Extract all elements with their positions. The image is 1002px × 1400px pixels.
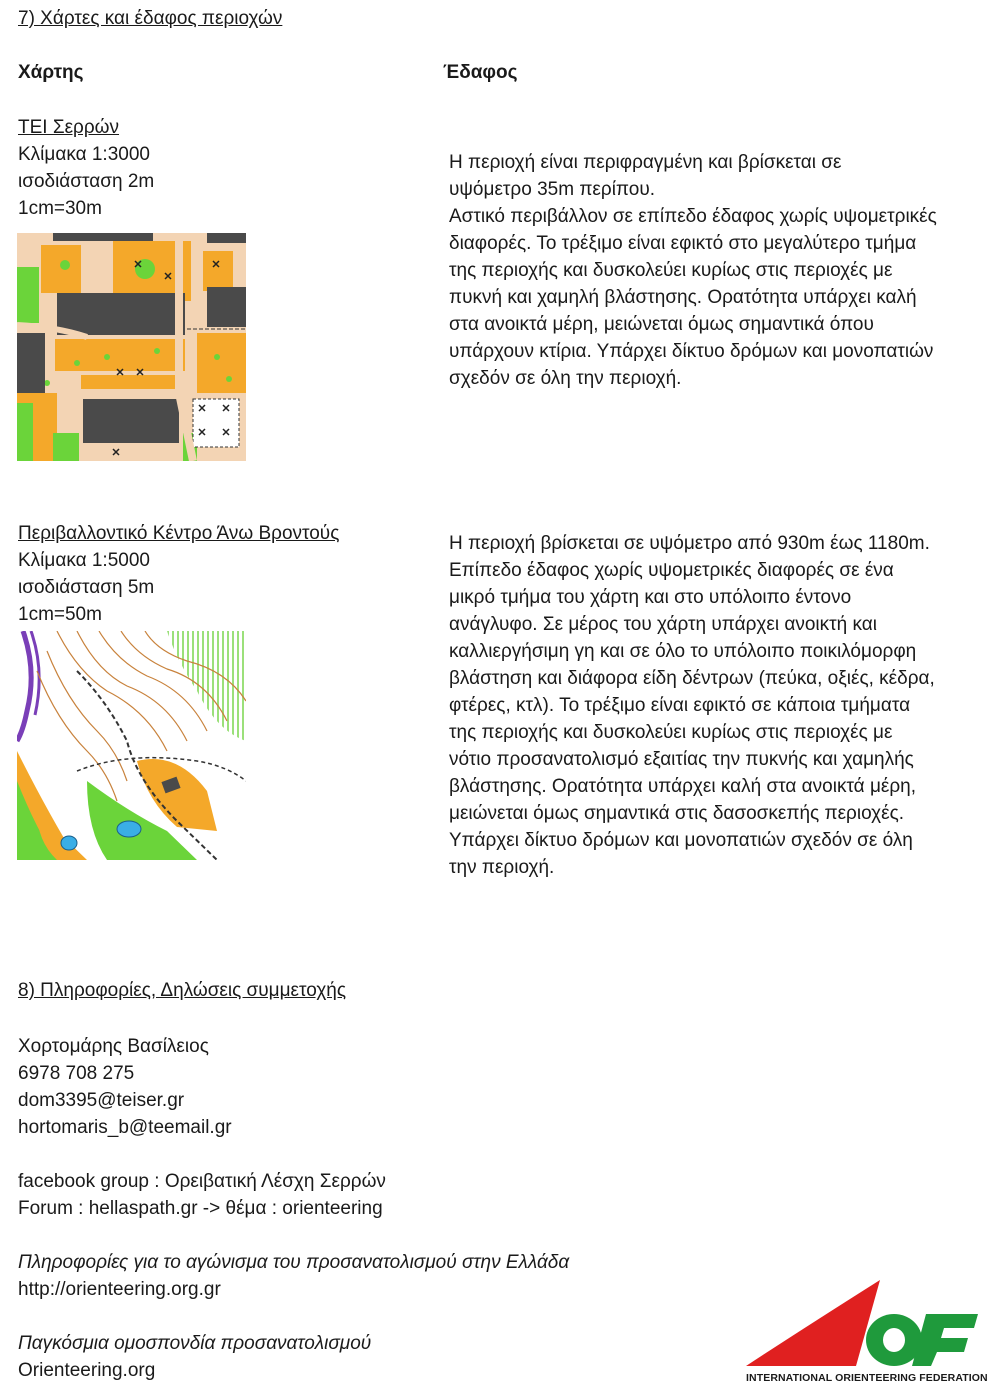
contact-name: Χορτομάρης Βασίλειος (18, 1036, 209, 1057)
map2-ratio: 1cm=50m (18, 604, 102, 625)
map2-scale: Κλίμακα 1:5000 (18, 550, 150, 571)
iof-logo-caption: INTERNATIONAL ORIENTEERING FEDERATION (746, 1372, 988, 1384)
map2-terrain-line: καλλιεργήσιμη γη και σε όλο το υπόλοιπο ποικιλόμορφη (449, 641, 917, 662)
section8-heading: 8) Πληροφορίες, Δηλώσεις συμμετοχής (18, 980, 347, 1001)
greece-info-label: Πληροφορίες για το αγώνισμα του προσανατολισμού στην Ελλάδα (18, 1252, 570, 1273)
map2-info (18, 520, 339, 628)
iof-logo (744, 1278, 988, 1388)
map1-scale: Κλίμακα 1:3000 (18, 144, 150, 165)
map2-svg (17, 631, 246, 860)
iof-info-block (18, 1330, 371, 1384)
forum-link: Forum : hellaspath.gr -> θέμα : orienteering (18, 1198, 383, 1219)
map1-terrain-line: Αστικό περιβάλλον σε επίπεδο έδαφος χωρίς υψομετρικές (449, 206, 937, 227)
map1-image (17, 233, 246, 461)
map1-terrain-line: υπάρχουν κτίρια. Υπάρχει δίκτυο δρόμων και μονοπατιών (449, 341, 934, 362)
map1-info (18, 114, 154, 222)
contact-block (18, 1033, 232, 1141)
map2-terrain-line: της περιοχής και δυσκολεύει κυρίως στις περιοχές με (449, 722, 893, 743)
map2-terrain-line: Η περιοχή βρίσκεται σε υψόμετρο από 930m έως 1180m. (449, 533, 930, 554)
map1-svg (17, 233, 246, 461)
map1-terrain-line: πυκνή και χαμηλή βλάστησης. Ορατότητα υπάρχει καλή (449, 287, 917, 308)
contact-phone[interactable]: 6978 708 275 (18, 1063, 135, 1084)
greece-info-url[interactable]: http://orienteering.org.gr (18, 1279, 221, 1300)
map2-terrain-line: βλάστηση και διάφορα είδη δέντρων (πεύκα, οξιές, κέδρα, (449, 668, 935, 689)
map2-image (17, 631, 246, 860)
map2-terrain-line: μικρό τμήμα του χάρτη και στο υπόλοιπο έντονο (449, 587, 852, 608)
contact-email-1[interactable]: dom3395@teiser.gr (18, 1090, 185, 1111)
map1-name: ΤΕΙ Σερρών (18, 117, 120, 138)
contact-email-2[interactable]: hortomaris_b@teemail.gr (18, 1117, 232, 1138)
section7-heading: 7) Χάρτες και έδαφος περιοχών (18, 8, 283, 29)
col-terrain-heading: Έδαφος (443, 62, 518, 83)
map1-terrain (449, 149, 989, 392)
map1-terrain-line: σχεδόν σε όλη την περιοχή. (449, 368, 682, 389)
iof-info-label: Παγκόσμια ομοσπονδία προσανατολισμού (18, 1333, 372, 1354)
map2-terrain-line: Υπάρχει δίκτυο δρόμων και μονοπατιών σχεδόν σε όλη (449, 830, 913, 851)
map2-terrain-line: φτέρες, κτλ). Το τρέξιμο είναι εφικτό σε κάποια τμήματα (449, 695, 911, 716)
map1-terrain-line: Η περιοχή είναι περιφραγμένη και βρίσκεται σε (449, 152, 842, 173)
map1-ratio: 1cm=30m (18, 198, 102, 219)
map1-terrain-line: διαφορές. Το τρέξιμο είναι εφικτό στο μεγαλύτερο τμήμα (449, 233, 917, 254)
map2-terrain-line: βλάστησης. Ορατότητα υπάρχει καλή στα ανοικτά μέρη, (449, 776, 917, 797)
map1-terrain-line: της περιοχής και δυσκολεύει κυρίως στις περιοχές με (449, 260, 893, 281)
map2-name: Περιβαλλοντικό Κέντρο Άνω Βροντούς (18, 523, 340, 544)
social-block (18, 1168, 386, 1222)
iof-info-url[interactable]: Orienteering.org (18, 1360, 156, 1381)
map1-contour: ισοδιάσταση 2m (18, 171, 155, 192)
map1-terrain-line: υψόμετρο 35m περίπου. (449, 179, 656, 200)
greece-info-block (18, 1249, 569, 1303)
map2-terrain-line: ανάγλυφο. Σε μέρος του χάρτη υπάρχει ανοικτή και (449, 614, 877, 635)
map2-terrain-line: Επίπεδο έδαφος χωρίς υψομετρικές διαφορές σε ένα (449, 560, 894, 581)
map2-terrain-line: την περιοχή. (449, 857, 555, 878)
map2-terrain-line: νότιο προσανατολισμό εξαιτίας την πυκνής και χαμηλής (449, 749, 914, 770)
facebook-group: facebook group : Ορειβατική Λέσχη Σερρών (18, 1171, 386, 1192)
col-map-heading: Χάρτης (18, 62, 84, 83)
map1-terrain-line: στα ανοικτά μέρη, μειώνεται όμως σημαντικά όπου (449, 314, 874, 335)
map2-terrain (449, 530, 989, 881)
map2-contour: ισοδιάσταση 5m (18, 577, 155, 598)
map2-terrain-line: μειώνεται όμως σημαντικά στις δασοσκεπής περιοχές. (449, 803, 905, 824)
